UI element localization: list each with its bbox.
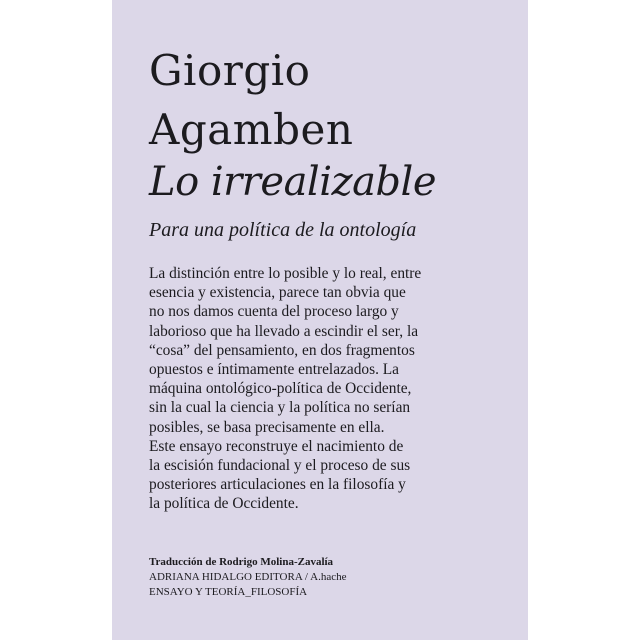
blurb-line: la escisión fundacional y el proceso de sus — [149, 457, 411, 475]
publisher-name: ADRIANA HIDALGO EDITORA / A.hache — [149, 571, 347, 583]
book-cover — [112, 0, 528, 640]
blurb-line: La distinción entre lo posible y lo real, entre — [149, 265, 422, 282]
blurb-line: posteriores articulaciones en la filosofía y — [149, 476, 406, 494]
book-subtitle: Para una política de la ontología — [149, 219, 417, 241]
blurb-line: la política de Occidente. — [149, 495, 299, 513]
credits — [149, 555, 346, 600]
book-title: Lo irrealizable — [149, 159, 436, 205]
blurb-line: sin la cual la ciencia y la política no serían — [149, 399, 411, 417]
translator-credit: Traducción de Rodrigo Molina-Zavalía — [149, 556, 334, 568]
blurb-line: esencia y existencia, parece tan obvia que — [149, 284, 406, 302]
blurb-line: posibles, se basa precisamente en ella. — [149, 418, 385, 436]
blurb-line: máquina ontológico-política de Occidente, — [149, 380, 412, 398]
author-first-name: Giorgio — [149, 46, 311, 95]
blurb-line: opuestos e íntimamente entrelazados. La — [149, 361, 400, 379]
blurb-line: “cosa” del pensamiento, en dos fragmentos — [149, 341, 415, 359]
author-last-name: Agamben — [149, 105, 354, 154]
blurb-line: no nos damos cuenta del proceso largo y — [149, 303, 399, 321]
blurb-text — [149, 264, 509, 514]
blurb-line: Este ensayo reconstruye el nacimiento de — [149, 437, 404, 455]
blurb-line: laborioso que ha llevado a escindir el ser, la — [149, 322, 419, 340]
series-name: ENSAYO Y TEORÍA_FILOSOFÍA — [149, 586, 308, 598]
